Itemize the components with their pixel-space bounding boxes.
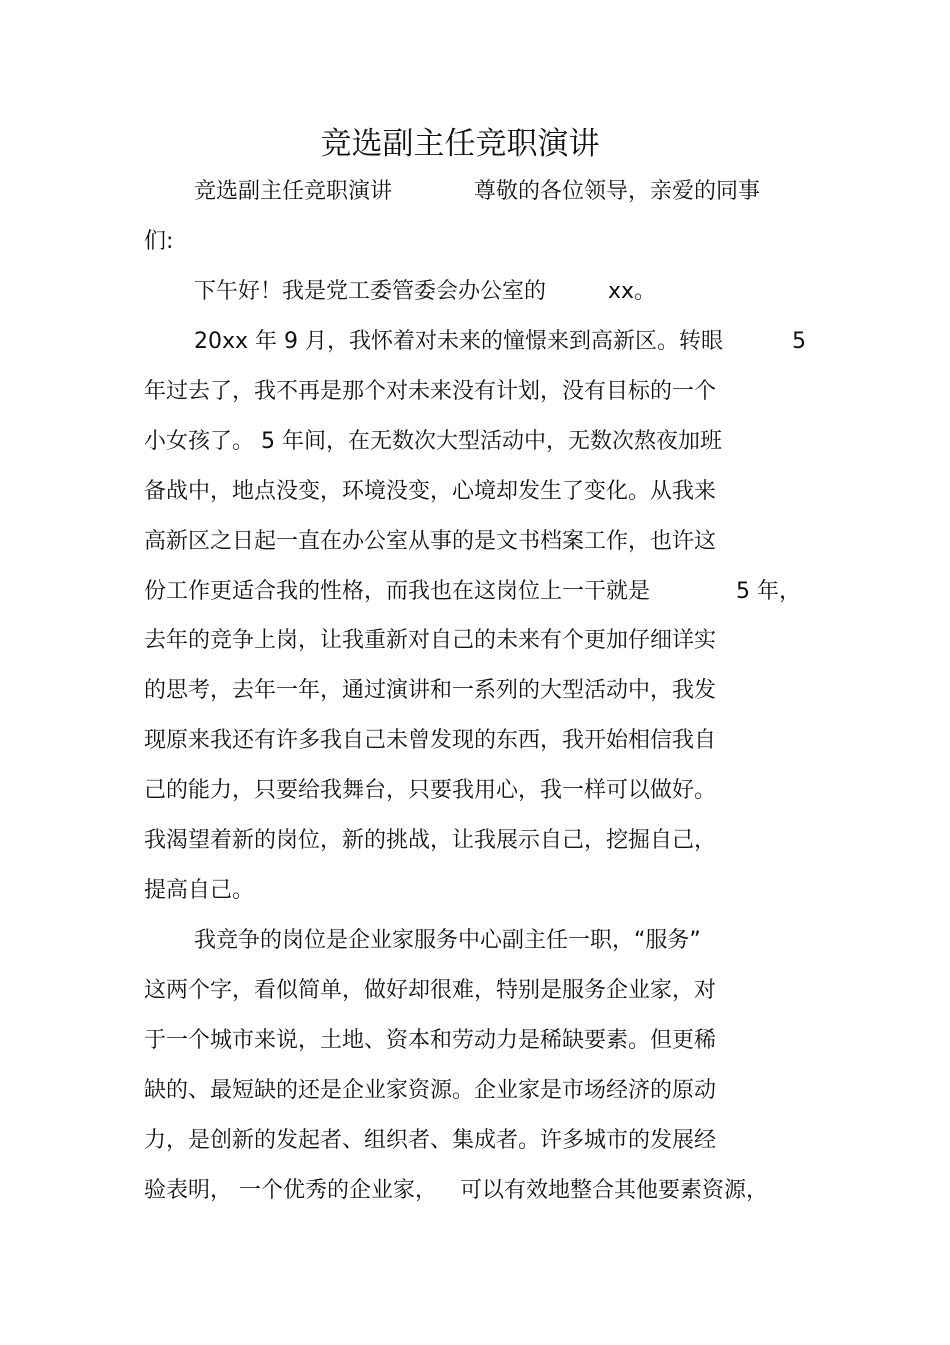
text-line: 备战中，地点没变，环境没变，心境却发生了变化。从我来 (144, 479, 717, 504)
text-segment: 验表明， 一个优秀的企业家， (144, 1178, 437, 1203)
text-line: 年过去了，我不再是那个对未来没有计划，没有目标的一个 (144, 379, 717, 404)
text-segment: 尊敬的各位领导，亲爱的同事 (474, 179, 761, 204)
text-segment: 竞选副主任竞职演讲 (194, 179, 393, 204)
text-line (144, 572, 824, 612)
text-segment: 20xx 年 9 月，我怀着对未来的憧憬来到高新区。转眼 (194, 329, 724, 354)
text-line (194, 172, 824, 212)
text-segment: 5 年， (736, 579, 801, 604)
text-line: 力，是创新的发起者、组织者、集成者。许多城市的发展经 (144, 1128, 717, 1153)
text-line: 于一个城市来说，土地、资本和劳动力是稀缺要素。但更稀 (144, 1028, 717, 1053)
text-line: 现原来我还有许多我自己未曾发现的东西，我开始相信我自 (144, 728, 717, 753)
text-line (194, 272, 824, 312)
text-line: 提高自己。 (144, 878, 255, 903)
text-line: 我竞争的岗位是企业家服务中心副主任一职，“服务” (194, 928, 701, 953)
document-title: 竞选副主任竞职演讲 (320, 126, 600, 162)
text-segment: xx。 (608, 279, 657, 304)
text-line: 我渴望着新的岗位，新的挑战，让我展示自己，挖掘自己， (144, 828, 717, 853)
text-segment: 下午好！我是党工委管委会办公室的 (194, 279, 547, 304)
text-line: 己的能力，只要给我舞台，只要我用心，我一样可以做好。 (144, 778, 717, 803)
text-line: 这两个字，看似简单，做好却很难，特别是服务企业家，对 (144, 978, 717, 1003)
text-segment: 份工作更适合我的性格，而我也在这岗位上一干就是 (144, 579, 651, 604)
text-line: 小女孩了。 5 年间，在无数次大型活动中，无数次熬夜加班 (144, 429, 722, 454)
text-line: 缺的、最短缺的还是企业家资源。企业家是市场经济的原动 (144, 1078, 717, 1103)
text-segment: 5 (792, 329, 806, 354)
text-line (144, 1171, 824, 1211)
text-segment: 可以有效地整合其他要素资源， (460, 1178, 769, 1203)
text-line: 去年的竞争上岗，让我重新对自己的未来有个更加仔细详实 (144, 628, 717, 653)
text-line (194, 322, 824, 362)
text-line: 们: (144, 229, 174, 254)
text-line: 高新区之日起一直在办公室从事的是文书档案工作，也许这 (144, 529, 717, 554)
text-line: 的思考，去年一年，通过演讲和一系列的大型活动中，我发 (144, 678, 717, 703)
